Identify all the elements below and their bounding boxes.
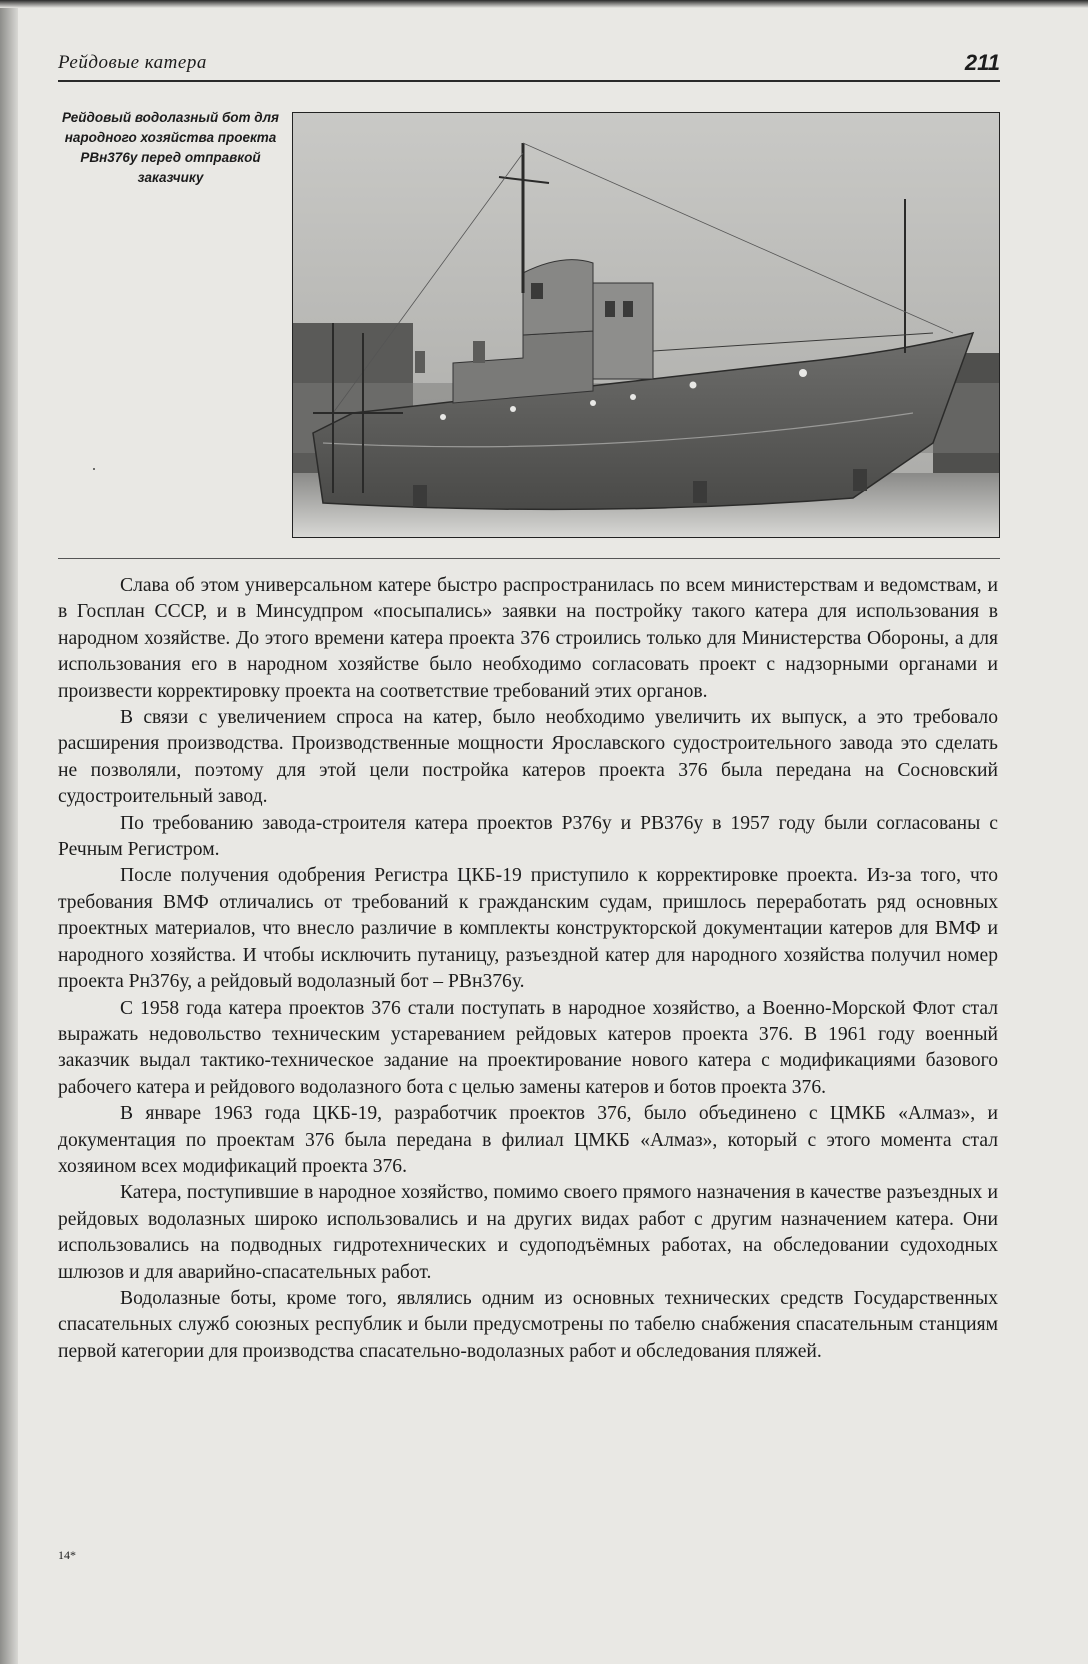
paragraph-7: Катера, поступившие в народное хозяйство, помимо своего прямого назначения в качестве разъездных и рейдовых водолазных широко использовались и на других видах работ с другим назначением катера. Они использовались на подводных гидротехнических и судоподъёмных работах, на обследовании судоходных шлюзов и для аварийно-спасательных работ. [58,1182,998,1283]
scan-speck [93,468,95,470]
paragraph-3: По требованию завода-строителя катера проектов Р376у и РВ376у в 1957 году были согласованы с Речным Регистром. [58,812,998,861]
page-number: 211 [964,50,1000,75]
paragraph-2: В связи с увеличением спроса на катер, было необходимо увеличить их выпуск, а это требовало расширения производства. Производственные мощности Ярославского судостроительного завода это сделать не позволяли, поэтому для этой цели постройка катеров проекта 376 была передана на Сосновский судостроительный завод. [58,707,998,808]
figure-caption: Рейдовый водолазный бот для народного хозяйства проекта РВн376у перед отправкой заказчику [61,110,280,185]
page-top-shadow [0,0,1088,8]
paragraph-6: В январе 1963 года ЦКБ-19, разработчик проектов 376, было объединено с ЦМКБ «Алмаз», и документация по проектам 376 была передана в филиал ЦМКБ «Алмаз», который с этого момента стал хозяином всех модификаций проекта 376. [58,1103,998,1177]
article-body [58,573,998,1365]
paragraph-1: Слава об этом универсальном катере быстро распространилась по всем министерствам и ведомствам, и в Госплан СССР, и в Минсудпром «посыпались» заявки на постройку такого катера для использования в народном хозяйстве. До этого времени катера проекта 376 строились только для Министерства Обороны, а для использования его в народном хозяйстве было необходимо согласовать проект с надзорными органами и произвести корректировку проекта на соответствие требований этих органов. [58,575,998,702]
figure-rule [58,558,1000,559]
signature-mark: 14* [58,1548,76,1562]
header-rule [58,80,1000,82]
page-edge-shadow [0,0,18,1664]
boat-photo-illustration [293,113,999,537]
paragraph-8: Водолазные боты, кроме того, являлись одним из основных технических средств Государственных спасательных служб союзных республик и были предусмотрены по табелю снабжения спасательным станциям первой категории для производства спасательно-водолазных работ и обследования пляжей. [58,1287,998,1362]
paragraph-4: После получения одобрения Регистра ЦКБ-19 приступило к корректировке проекта. Из-за того, что требования ВМФ отличались от требований к гражданским судам, пришлось переработать ряд основных проектных материалов, что внесло различие в комплекты конструкторской документации катеров для ВМФ и народного хозяйства. И чтобы исключить путаницу, разъездной катер для народного хозяйства получил номер проекта Рн376у, а рейдовый водолазный бот – РВн376у. [58,865,998,993]
running-title: Рейдовые катера [58,52,207,73]
paragraph-5: С 1958 года катера проектов 376 стали поступать в народное хозяйство, а Военно-Морской Флот стал выражать недовольство техническим устареванием рейдовых катеров проекта 376. В 1961 году военный заказчик выдал тактико-техническое задание на проектирование нового катера с модификациями базового рабочего катера и рейдового водолазного бота с целью замены катеров и ботов проекта 376. [58,997,998,1098]
boat-photo [292,112,1000,538]
page-header [58,52,1000,82]
